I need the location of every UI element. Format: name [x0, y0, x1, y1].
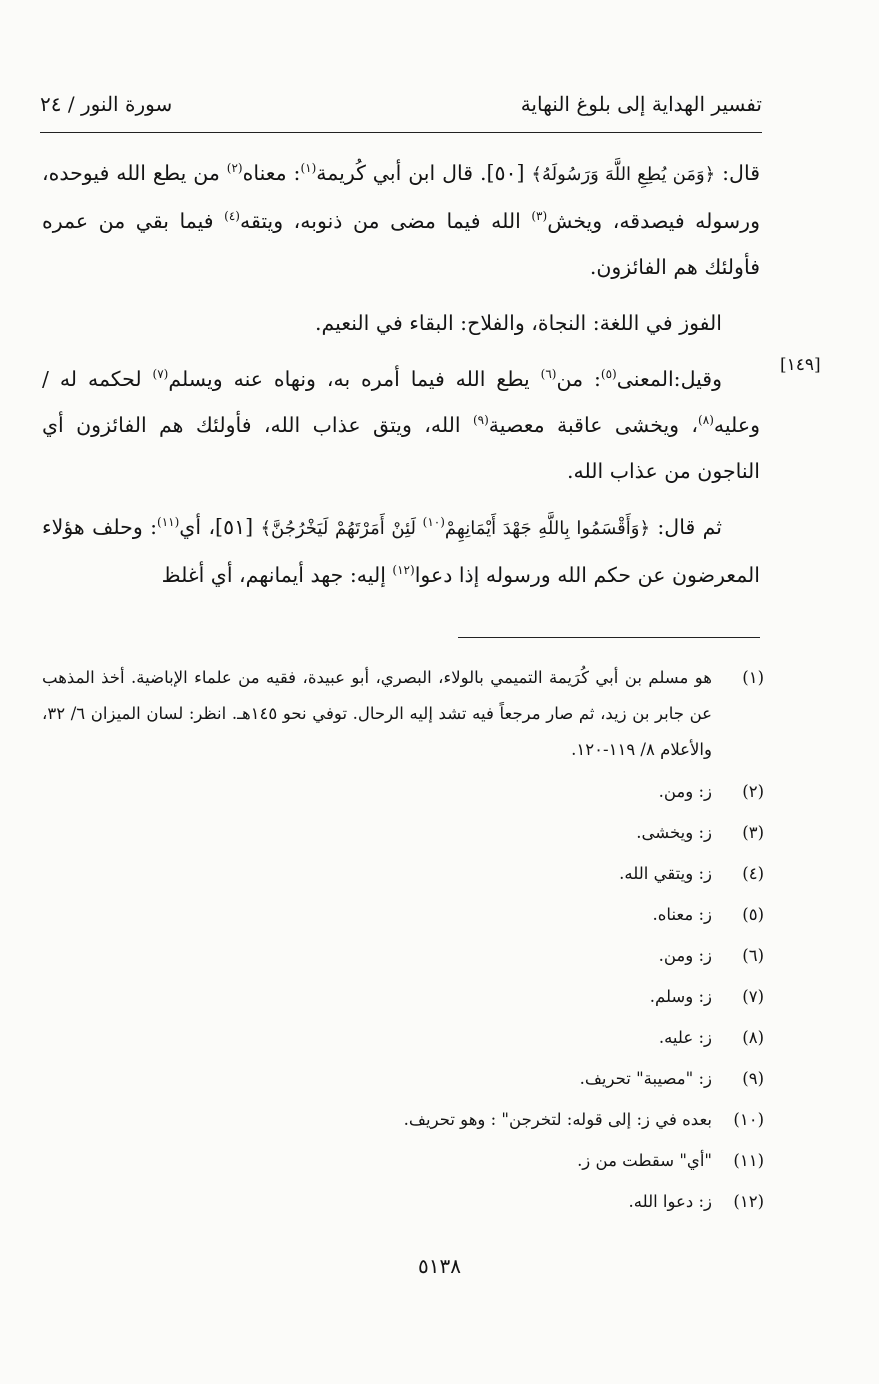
footnote-number: (١١)	[733, 1151, 764, 1170]
quran-quote: ﴿وَأَقْسَمُوا بِاللَّهِ جَهْدَ أَيْمَانِهِمْ	[444, 518, 650, 539]
footnote-text: بعده في ز: إلى قوله: لتخرجن" : وهو تحريف.	[403, 1110, 712, 1129]
footnote-item	[42, 1102, 764, 1138]
footnote-text: ز: ويخشى.	[636, 823, 712, 842]
quran-quote: ﴿وَمَن يُطِعِ اللَّهَ وَرَسُولَهُ﴾	[531, 164, 716, 185]
text-run: إليه: جهد أيمانهم، أي أغلظ	[161, 563, 393, 587]
footnote-ref[interactable]: (٧)	[152, 367, 169, 382]
footnote-number: (٢)	[742, 782, 764, 801]
text-run: ، ويخشى عاقبة معصية	[488, 413, 699, 437]
footnote-text: ز: عليه.	[658, 1028, 712, 1047]
footnote-item	[42, 774, 764, 810]
text-run: [٥٠]. قال ابن أبي كُريمة	[316, 161, 532, 185]
text-run: من يطع الله فيوحده، ورسوله فيصدقه، ويخش	[42, 161, 760, 233]
footnote-item	[42, 1143, 764, 1179]
text-run: قال:	[715, 161, 760, 185]
footnote-number: (٣)	[742, 823, 764, 842]
footnote-item	[42, 856, 764, 892]
footnote-text: ز: ومن.	[658, 946, 712, 965]
running-header	[40, 92, 762, 128]
footnote-ref[interactable]: (٥)	[600, 367, 617, 382]
footnotes	[42, 660, 764, 1225]
footnote-item	[42, 1020, 764, 1056]
paragraph-1	[42, 150, 760, 290]
text-run: [٥١]، أي	[179, 515, 261, 539]
footnote-ref[interactable]: (١١)	[157, 515, 180, 530]
footnote-text: ز: دعوا الله.	[628, 1192, 712, 1211]
footnote-text: ز: "مصيبة" تحريف.	[579, 1069, 712, 1088]
footnote-ref[interactable]: (٦)	[540, 367, 557, 382]
footnote-item	[42, 815, 764, 851]
footnote-number: (١)	[742, 668, 764, 687]
footnote-text: ز: ويتقي الله.	[619, 864, 712, 883]
text-run: : معناه	[242, 161, 301, 185]
text-run: يطع الله فيما أمره به، ونهاه عنه ويسلم	[168, 367, 541, 391]
footnote-item	[42, 897, 764, 933]
text-run: : من	[556, 367, 601, 391]
footnote-number: (١٢)	[733, 1192, 764, 1211]
header-rule	[40, 132, 762, 133]
footnote-ref[interactable]: (٣)	[531, 209, 548, 224]
footnote-text: ز: معناه.	[652, 905, 712, 924]
footnote-number: (٥)	[742, 905, 764, 924]
text-run: وقيل:المعنى	[616, 367, 722, 391]
book-title: تفسير الهداية إلى بلوغ النهاية	[520, 92, 762, 116]
footnote-ref[interactable]: (٢)	[226, 161, 243, 176]
footnote-number: (٤)	[742, 864, 764, 883]
footnote-number: (٧)	[742, 987, 764, 1006]
paragraph-3	[42, 356, 760, 494]
text-run: الله فيما مضى من ذنوبه، ويتقه	[239, 209, 532, 233]
page-number: ٥١٣٨	[418, 1254, 461, 1278]
footnote-text: ز: وسلم.	[649, 987, 712, 1006]
footnote-separator	[458, 637, 760, 638]
text-run: : وحلف هؤلاء المعرضون عن حكم الله ورسوله إذا دعوا	[42, 515, 760, 587]
quran-quote: لَئِنْ أَمَرْتَهُمْ لَيَخْرُجُنَّ﴾	[260, 518, 423, 539]
paragraph-2: الفوز في اللغة: النجاة، والفلاح: البقاء في النعيم.	[315, 311, 722, 335]
footnote-item	[42, 979, 764, 1015]
footnote-ref[interactable]: (٩)	[472, 413, 489, 428]
text-run: الله، ويتق عذاب الله، فأولئك هم الفائزون أي الناجون من عذاب الله.	[42, 413, 760, 483]
paragraph-4	[42, 504, 760, 598]
footnote-text: "أي" سقطت من ز.	[577, 1151, 712, 1170]
text-run: فيما بقي من عمره فأولئك هم الفائزون.	[42, 209, 760, 279]
footnote-ref[interactable]: (١٢)	[392, 563, 415, 578]
footnote-ref[interactable]: (٨)	[698, 413, 714, 428]
main-text	[42, 150, 760, 608]
footnote-item	[42, 1184, 764, 1220]
footnote-item	[42, 660, 764, 768]
footnote-item	[42, 1061, 764, 1097]
footnote-number: (١٠)	[733, 1110, 764, 1129]
footnote-number: (٨)	[742, 1028, 764, 1047]
footnote-ref[interactable]: (١٠)	[422, 515, 445, 530]
footnote-text: هو مسلم بن أبي كُرَيمة التميمي بالولاء، البصري، أبو عبيدة، فقيه من علماء الإباضية. أخذ المذهب عن جابر بن زيد، ثم صار مرجعاً فيه تشد إليه الرحال. توفي نحو ١٤٥هـ. انظر: لسان الميزان ٦/ ٣٢، والأعلام ٨/ ١١٩-١٢٠.	[42, 668, 713, 759]
text-run: لحكمه له / وعليه	[42, 367, 760, 437]
footnote-item	[42, 938, 764, 974]
footnote-number: (٩)	[742, 1069, 764, 1088]
manuscript-folio-marker: [١٤٩]	[780, 355, 821, 375]
footnote-ref[interactable]: (٤)	[224, 209, 240, 224]
footnote-text: ز: ومن.	[658, 782, 712, 801]
surah-label: سورة النور / ٢٤	[40, 92, 173, 116]
footnote-number: (٦)	[742, 946, 764, 965]
footnote-ref[interactable]: (١)	[300, 161, 317, 176]
text-run: ثم قال:	[650, 515, 722, 539]
